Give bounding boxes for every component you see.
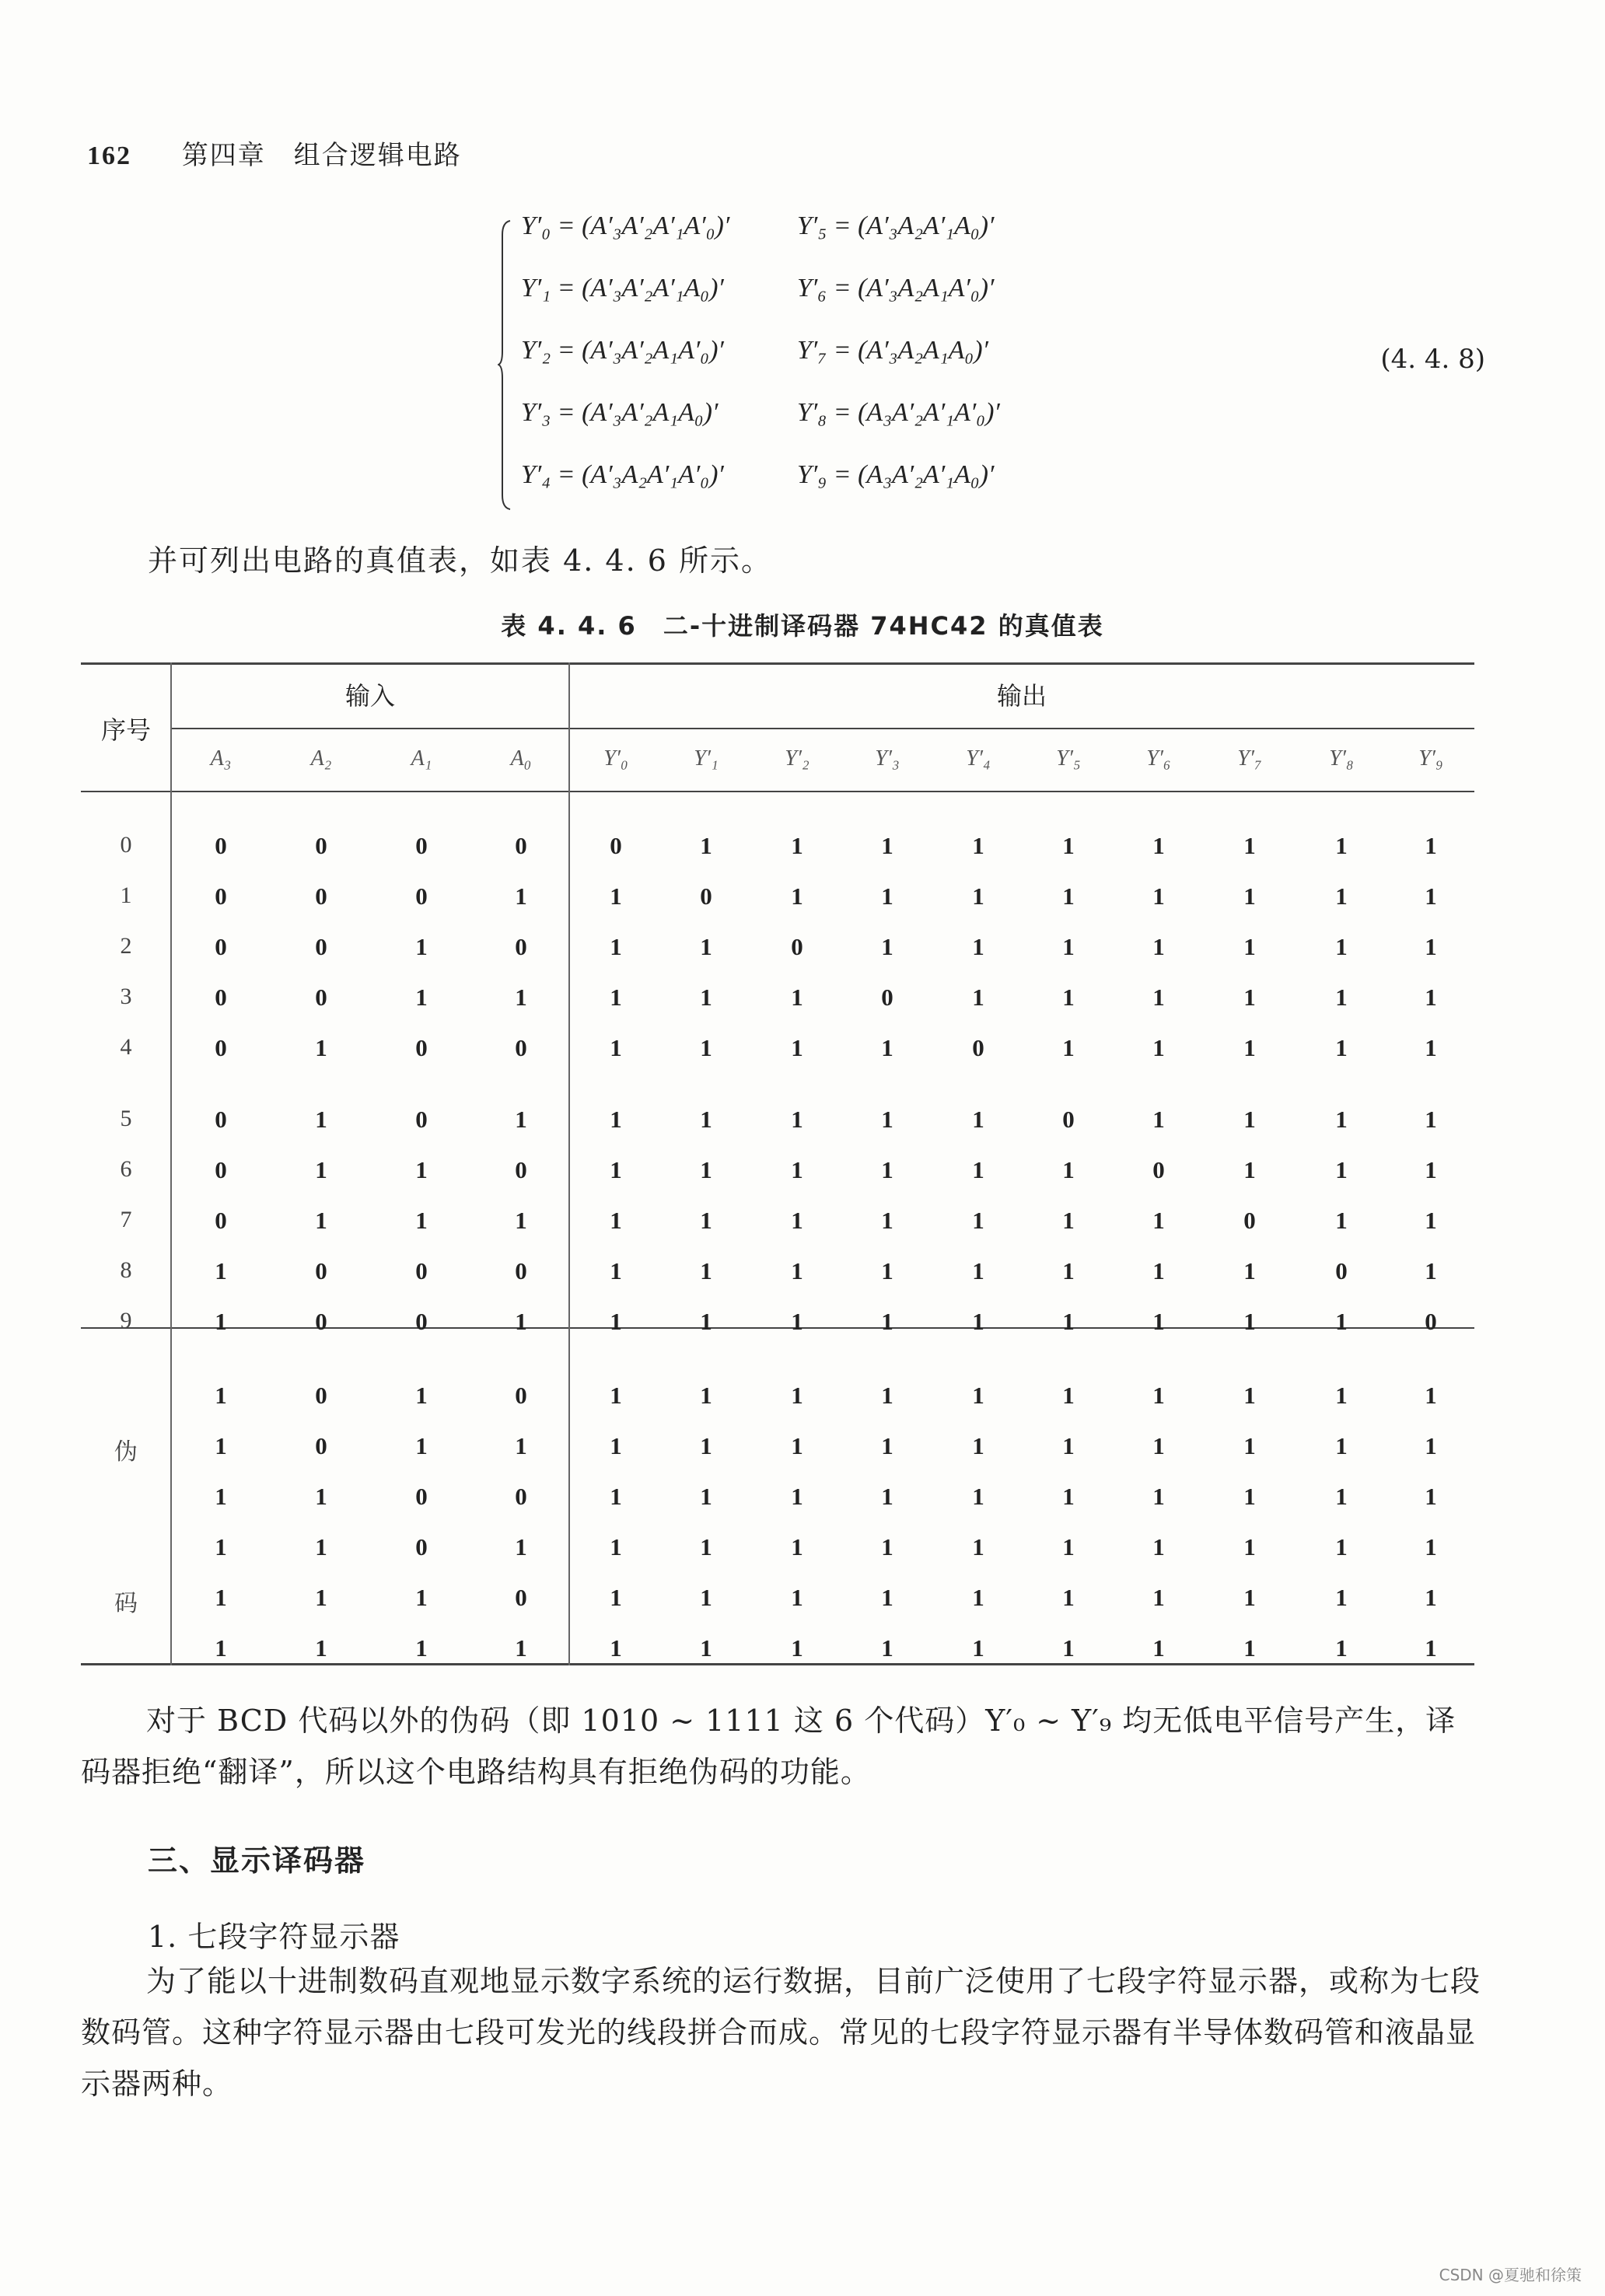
table-cell: 1: [700, 933, 712, 960]
table-cell: 1: [315, 1207, 327, 1234]
table-cell: 1: [881, 832, 893, 859]
table-cell: 1: [610, 933, 622, 960]
table-cell: 1: [610, 1382, 622, 1409]
table-cell: 1: [315, 1634, 327, 1662]
watermark: CSDN @夏驰和徐策: [1439, 2266, 1582, 2284]
table-cell: 1: [1152, 1382, 1165, 1409]
lead-sentence: 并可列出电路的真值表，如表 4. 4. 6 所示。: [148, 543, 773, 578]
column-header: Y′₅: [1056, 746, 1081, 771]
table-cell: 1: [415, 1207, 428, 1234]
table-cell: 1: [881, 1106, 893, 1133]
table-cell: 1: [881, 1156, 893, 1183]
table-cell: 1: [881, 1483, 893, 1510]
table-cell: 0: [1152, 1156, 1165, 1183]
table-cell: 0: [1243, 1207, 1256, 1234]
equation-right: Y′₅ = (A′₃A₂A′₁A₀)′: [797, 211, 995, 240]
table-cell: 1: [1243, 832, 1256, 859]
table-cell: 1: [1335, 1432, 1348, 1459]
table-cell: 1: [791, 1034, 803, 1061]
table-cell: 1: [1243, 933, 1256, 960]
column-header: Y′₇: [1237, 746, 1262, 771]
table-cell: 1: [1335, 882, 1348, 910]
table-cell: 0: [215, 882, 227, 910]
table-cell: 1: [1243, 1034, 1256, 1061]
table-cell: 1: [700, 1308, 712, 1335]
table-cell: 1: [1335, 1584, 1348, 1611]
table-cell: 1: [1152, 1257, 1165, 1284]
table-cell: 1: [1243, 1308, 1256, 1335]
table-cell: 0: [215, 1034, 227, 1061]
table-cell: 1: [1062, 832, 1075, 859]
table-cell: 1: [972, 882, 984, 910]
equation-right: Y′₆ = (A′₃A₂A₁A′₀)′: [797, 274, 995, 302]
table-cell: 1: [1335, 1634, 1348, 1662]
table-cell: 1: [700, 1584, 712, 1611]
header-seq: 序号: [100, 716, 152, 744]
table-cell: 1: [1152, 1308, 1165, 1335]
table-cell: 0: [215, 984, 227, 1011]
table-cell: 1: [972, 832, 984, 859]
table-cell: 1: [1062, 984, 1075, 1011]
table-cell: 0: [1425, 1308, 1437, 1335]
column-header: Y′₄: [966, 746, 991, 771]
table-cell: 1: [881, 1207, 893, 1234]
table-cell: 1: [315, 1106, 327, 1133]
column-header: Y′₈: [1329, 746, 1354, 771]
table-cell: 1: [1243, 1533, 1256, 1560]
table-cell: 1: [1425, 1483, 1437, 1510]
table-cell: 1: [881, 1382, 893, 1409]
table-cell: 1: [610, 1257, 622, 1284]
table-cell: 0: [215, 832, 227, 859]
column-header: Y′₆: [1146, 746, 1171, 771]
table-cell: 1: [315, 1156, 327, 1183]
table-cell: 1: [515, 1106, 527, 1133]
table-cell: 0: [515, 1257, 527, 1284]
page-number: 162: [87, 142, 131, 170]
table-cell: 1: [881, 1533, 893, 1560]
table-rule: [81, 791, 1474, 792]
table-cell: 1: [700, 1483, 712, 1510]
table-cell: 1: [1335, 933, 1348, 960]
table-cell: 1: [1243, 1156, 1256, 1183]
left-brace-icon: [498, 219, 512, 511]
column-header: Y′₁: [694, 746, 719, 771]
table-cell: 1: [1062, 1634, 1075, 1662]
table-cell: 1: [610, 1207, 622, 1234]
table-cell: 1: [1335, 832, 1348, 859]
table-cell: 1: [700, 832, 712, 859]
equation-left: Y′₃ = (A′₃A′₂A₁A₀)′: [521, 398, 719, 427]
table-cell: 1: [610, 882, 622, 910]
table-cell: 1: [1062, 1156, 1075, 1183]
table-cell: 1: [791, 1308, 803, 1335]
table-cell: 1: [791, 1584, 803, 1611]
table-cell: 1: [610, 984, 622, 1011]
table-cell: 0: [315, 1382, 327, 1409]
table-cell: 1: [610, 1533, 622, 1560]
table-cell: 1: [1335, 1034, 1348, 1061]
table-cell: 1: [1152, 1207, 1165, 1234]
table-cell: 1: [215, 1308, 227, 1335]
table-cell: 1: [1425, 1034, 1437, 1061]
row-label: 伪: [114, 1439, 138, 1465]
table-cell: 0: [515, 1584, 527, 1611]
table-cell: 1: [1425, 1533, 1437, 1560]
table-rule: [172, 728, 1474, 729]
table-cell: 1: [415, 1156, 428, 1183]
table-cell: 1: [415, 1432, 428, 1459]
table-cell: 0: [315, 933, 327, 960]
table-cell: 0: [315, 1432, 327, 1459]
table-cell: 1: [791, 1382, 803, 1409]
table-cell: 0: [415, 1106, 428, 1133]
table-cell: 1: [215, 1533, 227, 1560]
table-cell: 1: [972, 1584, 984, 1611]
table-cell: 0: [215, 1156, 227, 1183]
section-heading: 三、显示译码器: [148, 1843, 366, 1878]
table-cell: 0: [515, 1156, 527, 1183]
table-cell: 1: [972, 933, 984, 960]
table-cell: 0: [515, 1483, 527, 1510]
table-cell: 1: [972, 1432, 984, 1459]
table-cell: 0: [415, 1257, 428, 1284]
table-cell: 0: [515, 1034, 527, 1061]
table-cell: 1: [1335, 1483, 1348, 1510]
table-cell: 1: [1062, 1584, 1075, 1611]
table-cell: 1: [1062, 933, 1075, 960]
table-cell: 1: [1062, 1207, 1075, 1234]
table-cell: 1: [315, 1533, 327, 1560]
table-cell: 1: [1062, 1257, 1075, 1284]
table-cell: 1: [700, 1533, 712, 1560]
table-cell: 0: [610, 832, 622, 859]
table-cell: 1: [791, 882, 803, 910]
table-cell: 0: [415, 882, 428, 910]
table-cell: 1: [1425, 1156, 1437, 1183]
table-cell: 0: [215, 1207, 227, 1234]
table-cell: 1: [1152, 1034, 1165, 1061]
table-cell: 1: [1062, 1034, 1075, 1061]
table-cell: 0: [972, 1034, 984, 1061]
table-cell: 1: [1335, 1533, 1348, 1560]
table-cell: 1: [700, 1034, 712, 1061]
table-cell: 1: [1243, 1106, 1256, 1133]
subsection-heading: 1. 七段字符显示器: [148, 1920, 400, 1954]
row-label: 3: [120, 984, 132, 1009]
equation-left: Y′₁ = (A′₃A′₂A′₁A₀)′: [521, 274, 724, 302]
table-cell: 0: [315, 1257, 327, 1284]
row-label: 2: [120, 933, 132, 959]
table-cell: 1: [1062, 1382, 1075, 1409]
table-cell: 1: [1243, 1432, 1256, 1459]
table-cell: 1: [1425, 1584, 1437, 1611]
table-rule: [81, 662, 1474, 665]
table-cell: 1: [1243, 1257, 1256, 1284]
table-cell: 0: [215, 1106, 227, 1133]
row-label: 4: [120, 1034, 132, 1060]
table-cell: 1: [791, 1207, 803, 1234]
table-cell: 1: [972, 1382, 984, 1409]
table-cell: 1: [1062, 1533, 1075, 1560]
table-cell: 1: [1335, 984, 1348, 1011]
table-cell: 1: [700, 1106, 712, 1133]
table-cell: 1: [1425, 984, 1437, 1011]
table-cell: 1: [1152, 1432, 1165, 1459]
table-cell: 1: [415, 1584, 428, 1611]
page-header: [87, 134, 462, 172]
table-cell: 1: [1152, 832, 1165, 859]
table-cell: 0: [515, 1382, 527, 1409]
table-cell: 0: [315, 832, 327, 859]
table-cell: 1: [700, 984, 712, 1011]
table-cell: 1: [515, 882, 527, 910]
table-cell: 1: [1152, 984, 1165, 1011]
table-cell: 1: [791, 1106, 803, 1133]
table-rule: [81, 1663, 1474, 1665]
table-cell: 1: [610, 1156, 622, 1183]
table-cell: 1: [791, 984, 803, 1011]
table-cell: 1: [791, 1156, 803, 1183]
chapter-title: 第四章 组合逻辑电路: [181, 140, 462, 171]
column-header: Y′₀: [603, 746, 628, 771]
table-cell: 1: [515, 1432, 527, 1459]
table-cell: 1: [791, 832, 803, 859]
table-cell: 0: [791, 933, 803, 960]
table-cell: 1: [1335, 1308, 1348, 1335]
table-cell: 1: [1152, 1533, 1165, 1560]
table-cell: 1: [700, 1432, 712, 1459]
table-cell: 1: [215, 1257, 227, 1284]
paragraph-pseudocode: 对于 BCD 代码以外的伪码（即 1010 ~ 1111 这 6 个代码）Y′₀ ~ Y′₉ 均无低电平信号产生，译码器拒绝“翻译”，所以这个电路结构具有拒绝伪码的功能。: [81, 1704, 1456, 1789]
table-cell: 1: [1152, 1106, 1165, 1133]
table-cell: 1: [700, 1634, 712, 1662]
table-cell: 1: [1335, 1382, 1348, 1409]
table-cell: 1: [1243, 1634, 1256, 1662]
table-cell: 1: [700, 1382, 712, 1409]
row-label: 8: [120, 1257, 132, 1283]
table-cell: 1: [515, 1634, 527, 1662]
table-cell: 1: [415, 1634, 428, 1662]
table-cell: 0: [315, 984, 327, 1011]
row-label: 码: [114, 1591, 138, 1616]
table-cell: 1: [1243, 1382, 1256, 1409]
table-cell: 1: [791, 1432, 803, 1459]
table-cell: 0: [1062, 1106, 1075, 1133]
table-cell: 1: [1425, 832, 1437, 859]
table-cell: 1: [972, 1106, 984, 1133]
table-cell: 0: [415, 1034, 428, 1061]
paragraph-seven-segment: 为了能以十进制数码直观地显示数字系统的运行数据，目前广泛使用了七段字符显示器，或称为七段数码管。这种字符显示器由七段可发光的线段拼合而成。常见的七段字符显示器有半导体数码管和液晶显示器两种。: [81, 1964, 1481, 2101]
table-cell: 1: [791, 1483, 803, 1510]
table-cell: 1: [1425, 882, 1437, 910]
table-cell: 1: [415, 984, 428, 1011]
table-cell: 1: [215, 1432, 227, 1459]
table-cell: 1: [1425, 1257, 1437, 1284]
equation-row: [521, 211, 995, 258]
table-cell: 1: [515, 984, 527, 1011]
table-cell: 1: [881, 882, 893, 910]
table-cell: 1: [972, 1533, 984, 1560]
table-cell: 0: [215, 933, 227, 960]
equation-left: Y′₄ = (A′₃A₂A′₁A′₀)′: [521, 460, 724, 489]
table-cell: 1: [1425, 1432, 1437, 1459]
table-cell: 1: [791, 1257, 803, 1284]
equation-left: Y′₀ = (A′₃A′₂A′₁A′₀)′: [521, 211, 730, 240]
table-cell: 1: [1152, 882, 1165, 910]
table-cell: 1: [1062, 882, 1075, 910]
table-cell: 0: [700, 882, 712, 910]
row-label: 5: [120, 1106, 132, 1131]
table-cell: 1: [515, 1533, 527, 1560]
row-label: 9: [120, 1308, 132, 1333]
table-cell: 1: [1243, 984, 1256, 1011]
table-cell: 0: [415, 832, 428, 859]
table-cell: 1: [881, 1584, 893, 1611]
table-cell: 1: [1152, 1634, 1165, 1662]
column-header: A₂: [310, 746, 332, 771]
equation-left: Y′₂ = (A′₃A′₂A₁A′₀)′: [521, 336, 724, 365]
table-cell: 1: [515, 1308, 527, 1335]
table-cell: 1: [315, 1483, 327, 1510]
table-cell: 1: [610, 1634, 622, 1662]
table-cell: 1: [881, 1308, 893, 1335]
table-cell: 1: [215, 1382, 227, 1409]
truth-table: [81, 662, 1474, 1665]
table-cell: 1: [881, 1634, 893, 1662]
table-cell: 0: [315, 882, 327, 910]
equation-number: (4. 4. 8): [1380, 344, 1485, 375]
table-cell: 1: [881, 933, 893, 960]
table-cell: 1: [315, 1034, 327, 1061]
table-cell: 1: [515, 1207, 527, 1234]
row-label: 0: [120, 832, 132, 858]
table-cell: 1: [700, 1156, 712, 1183]
header-output: 输出: [996, 682, 1047, 710]
table-cell: 1: [1335, 1207, 1348, 1234]
table-cell: 1: [415, 1382, 428, 1409]
table-cell: 1: [1425, 1634, 1437, 1662]
column-header: A₃: [210, 746, 232, 771]
equation-right: Y′₉ = (A₃A′₂A′₁A₀)′: [797, 460, 995, 489]
table-cell: 1: [610, 1432, 622, 1459]
table-cell: 1: [1425, 933, 1437, 960]
table-cell: 0: [415, 1483, 428, 1510]
table-cell: 1: [972, 984, 984, 1011]
column-header: Y′₂: [785, 746, 809, 771]
table-cell: 1: [1243, 882, 1256, 910]
equation-right: Y′₈ = (A₃A′₂A′₁A′₀)′: [797, 398, 1000, 427]
table-cell: 1: [972, 1257, 984, 1284]
table-cell: 0: [415, 1533, 428, 1560]
table-cell: 1: [1425, 1382, 1437, 1409]
table-cell: 1: [972, 1483, 984, 1510]
equation-right: Y′₇ = (A′₃A₂A₁A₀)′: [797, 336, 988, 365]
column-header: Y′₃: [875, 746, 900, 771]
table-caption: 表 4. 4. 6 二-十进制译码器 74HC42 的真值表: [501, 611, 1104, 641]
equation-row: [521, 398, 1000, 445]
equation-row: [521, 336, 988, 383]
table-cell: 1: [791, 1533, 803, 1560]
table-cell: 1: [1243, 1483, 1256, 1510]
table-cell: 1: [881, 1034, 893, 1061]
table-cell: 1: [1243, 1584, 1256, 1611]
table-cell: 1: [972, 1156, 984, 1183]
equation-row: [521, 460, 995, 507]
column-header: A₀: [510, 746, 532, 771]
table-cell: 1: [1062, 1432, 1075, 1459]
row-label: 7: [120, 1207, 132, 1232]
table-cell: 1: [881, 1257, 893, 1284]
table-cell: 1: [215, 1483, 227, 1510]
table-cell: 1: [1062, 1483, 1075, 1510]
column-header: A₁: [411, 746, 432, 771]
table-cell: 1: [972, 1634, 984, 1662]
table-cell: 0: [881, 984, 893, 1011]
table-cell: 1: [1335, 1156, 1348, 1183]
table-cell: 1: [1335, 1106, 1348, 1133]
table-cell: 1: [881, 1432, 893, 1459]
table-cell: 0: [515, 933, 527, 960]
table-cell: 1: [700, 1207, 712, 1234]
table-cell: 1: [700, 1257, 712, 1284]
table-cell: 1: [1062, 1308, 1075, 1335]
row-label: 1: [120, 882, 132, 908]
table-cell: 1: [1152, 933, 1165, 960]
table-cell: 1: [610, 1483, 622, 1510]
table-cell: 1: [215, 1634, 227, 1662]
table-cell: 1: [610, 1106, 622, 1133]
table-cell: 1: [972, 1207, 984, 1234]
table-cell: 0: [1335, 1257, 1348, 1284]
table-cell: 1: [972, 1308, 984, 1335]
table-cell: 0: [315, 1308, 327, 1335]
table-cell: 1: [610, 1308, 622, 1335]
table-cell: 0: [515, 832, 527, 859]
table-cell: 1: [610, 1034, 622, 1061]
table-cell: 1: [1425, 1207, 1437, 1234]
table-cell: 1: [315, 1584, 327, 1611]
column-header: Y′₉: [1418, 746, 1443, 771]
table-cell: 1: [610, 1584, 622, 1611]
table-cell: 1: [215, 1584, 227, 1611]
row-label: 6: [120, 1156, 132, 1182]
table-cell: 1: [791, 1634, 803, 1662]
table-cell: 1: [1152, 1584, 1165, 1611]
equation-block: [498, 211, 1509, 519]
header-input: 输入: [344, 682, 396, 710]
table-cell: 1: [1152, 1483, 1165, 1510]
table-cell: 1: [1425, 1106, 1437, 1133]
table-cell: 1: [415, 933, 428, 960]
table-cell: 0: [415, 1308, 428, 1335]
equation-row: [521, 274, 995, 320]
